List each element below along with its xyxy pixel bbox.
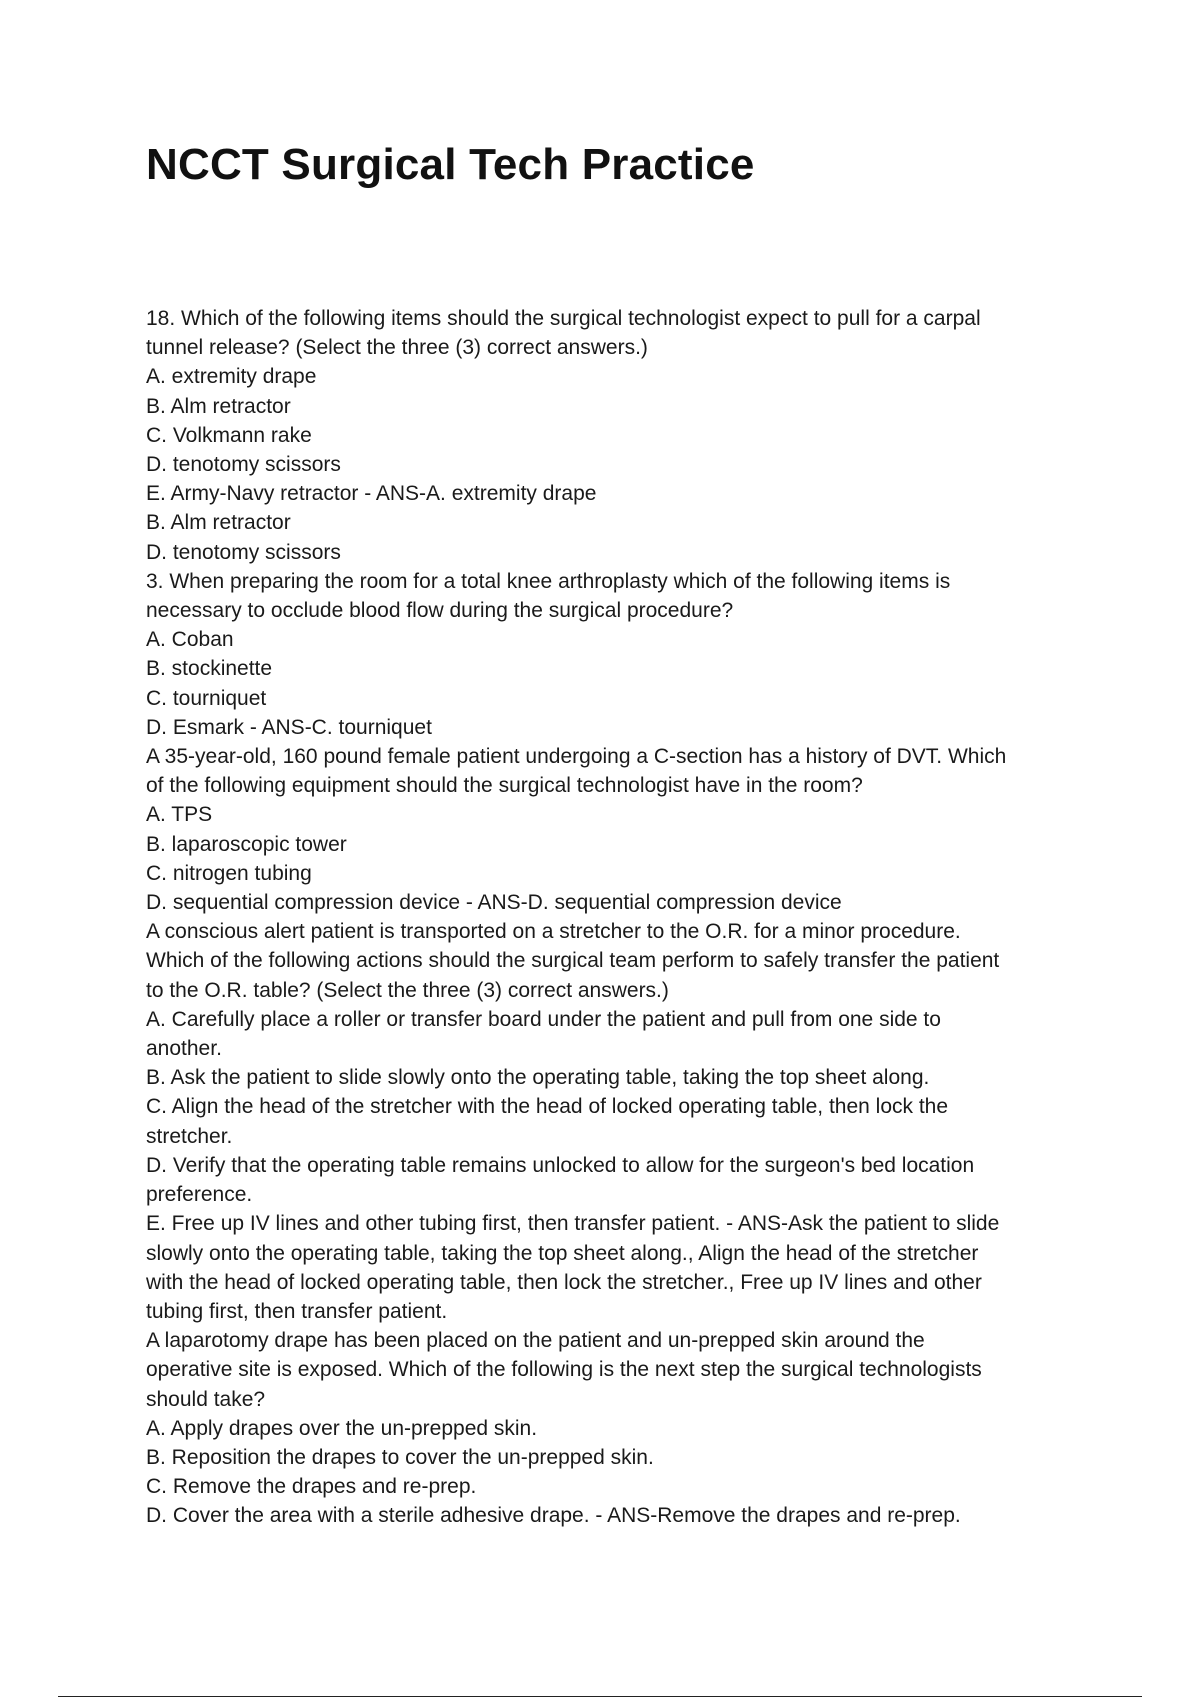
text-line: A. TPS bbox=[146, 803, 213, 827]
page-title: NCCT Surgical Tech Practice bbox=[146, 140, 755, 189]
text-line: B. Reposition the drapes to cover the un-prepped skin. bbox=[146, 1445, 654, 1469]
text-line: preference. bbox=[146, 1183, 253, 1207]
text-line: of the following equipment should the surgical technologist have in the room? bbox=[146, 774, 863, 798]
text-line: A conscious alert patient is transported on a stretcher to the O.R. for a minor procedure. bbox=[146, 920, 961, 944]
text-line: should take? bbox=[146, 1387, 266, 1411]
text-line: with the head of locked operating table, then lock the stretcher., Free up IV lines and other bbox=[146, 1270, 982, 1294]
text-line: B. Alm retractor bbox=[146, 511, 291, 535]
text-line: tunnel release? (Select the three (3) correct answers.) bbox=[146, 336, 648, 360]
text-line: C. nitrogen tubing bbox=[146, 861, 312, 885]
text-line: D. sequential compression device - ANS-D. sequential compression device bbox=[146, 891, 842, 915]
text-line: B. laparoscopic tower bbox=[146, 832, 347, 856]
text-line: another. bbox=[146, 1037, 222, 1061]
text-line: B. Ask the patient to slide slowly onto the operating table, taking the top sheet along. bbox=[146, 1066, 930, 1090]
text-line: C. Volkmann rake bbox=[146, 423, 312, 447]
footer-divider bbox=[58, 1696, 1142, 1697]
text-line: D. Cover the area with a sterile adhesive drape. - ANS-Remove the drapes and re-prep. bbox=[146, 1504, 961, 1528]
text-line: A 35-year-old, 160 pound female patient undergoing a C-section has a history of DVT. Which bbox=[146, 745, 1007, 769]
text-line: A. Apply drapes over the un-prepped skin. bbox=[146, 1416, 538, 1440]
text-line: E. Army-Navy retractor - ANS-A. extremity drape bbox=[146, 482, 597, 506]
text-line: A. Coban bbox=[146, 628, 234, 652]
question-content bbox=[146, 304, 1066, 1531]
text-line: necessary to occlude blood flow during the surgical procedure? bbox=[146, 599, 734, 623]
text-line: A. Carefully place a roller or transfer board under the patient and pull from one side to bbox=[146, 1007, 941, 1031]
text-line: A. extremity drape bbox=[146, 365, 317, 389]
text-line: B. stockinette bbox=[146, 657, 273, 681]
text-line: C. tourniquet bbox=[146, 686, 267, 710]
text-line: Which of the following actions should the surgical team perform to safely transfer the patient bbox=[146, 949, 1000, 973]
text-line: stretcher. bbox=[146, 1124, 233, 1148]
text-line: D. Esmark - ANS-C. tourniquet bbox=[146, 715, 432, 739]
text-line: C. Remove the drapes and re-prep. bbox=[146, 1475, 477, 1499]
text-line: tubing first, then transfer patient. bbox=[146, 1299, 448, 1323]
text-line: to the O.R. table? (Select the three (3) correct answers.) bbox=[146, 978, 669, 1002]
text-line: D. tenotomy scissors bbox=[146, 453, 341, 477]
text-line: slowly onto the operating table, taking the top sheet along., Align the head of the stretcher bbox=[146, 1241, 979, 1265]
text-line: A laparotomy drape has been placed on the patient and un-prepped skin around the bbox=[146, 1329, 925, 1353]
text-line: D. Verify that the operating table remains unlocked to allow for the surgeon's bed location bbox=[146, 1153, 975, 1177]
text-line: operative site is exposed. Which of the following is the next step the surgical technologists bbox=[146, 1358, 982, 1382]
text-line: B. Alm retractor bbox=[146, 394, 291, 418]
text-line: 3. When preparing the room for a total knee arthroplasty which of the following items is bbox=[146, 569, 951, 593]
text-line: D. tenotomy scissors bbox=[146, 540, 341, 564]
text-line: E. Free up IV lines and other tubing first, then transfer patient. - ANS-Ask the patient to slide bbox=[146, 1212, 1000, 1236]
text-line: C. Align the head of the stretcher with the head of locked operating table, then lock the bbox=[146, 1095, 949, 1119]
text-line: 18. Which of the following items should the surgical technologist expect to pull for a carpal bbox=[146, 307, 981, 330]
